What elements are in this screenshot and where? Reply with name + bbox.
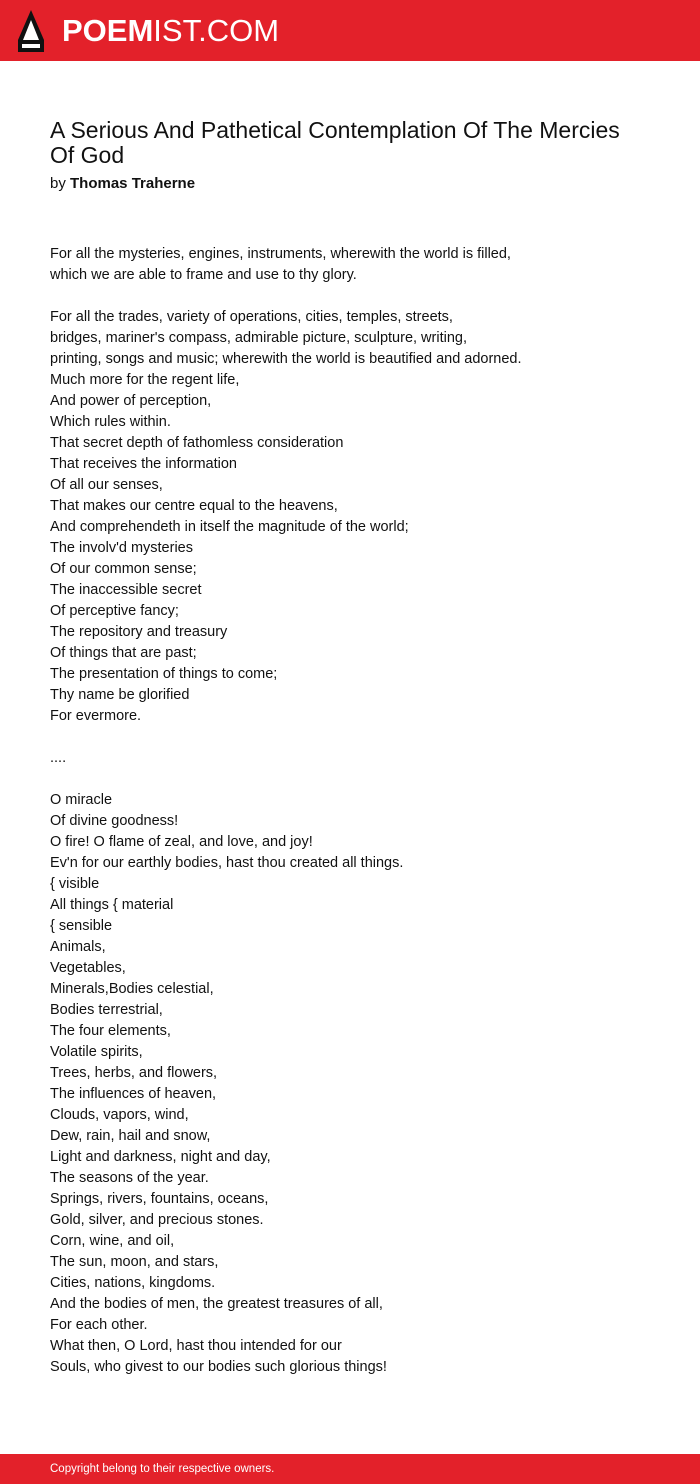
poem-line: Of our common sense; <box>50 561 197 577</box>
poem-line: What then, O Lord, hast thou intended for our <box>50 1338 342 1354</box>
site-logo-link[interactable] <box>62 13 279 49</box>
poem-line: The influences of heaven, <box>50 1086 217 1102</box>
poem-line: Souls, who givest to our bodies such glorious things! <box>50 1359 387 1375</box>
poem-line: Vegetables, <box>50 960 126 976</box>
poem-line: bridges, mariner's compass, admirable picture, sculpture, writing, <box>50 330 467 346</box>
poem-line: Of things that are past; <box>50 645 197 661</box>
poem-line: Bodies terrestrial, <box>50 1002 163 1018</box>
poem-line: That receives the information <box>50 456 237 472</box>
poem-line: Animals, <box>50 939 106 955</box>
poem-line: Much more for the regent life, <box>50 372 240 388</box>
poem-title: A Serious And Pathetical Contemplation Of The Mercies Of God <box>50 117 620 168</box>
poem-line: All things { material <box>50 897 174 913</box>
poem-line: The sun, moon, and stars, <box>50 1254 219 1270</box>
poem-line: For all the mysteries, engines, instruments, wherewith the world is filled, <box>50 246 511 262</box>
author-name: Thomas Traherne <box>70 175 196 192</box>
poem-line: The involv'd mysteries <box>50 540 193 556</box>
poem-line: The inaccessible secret <box>50 582 202 598</box>
poem-line: Corn, wine, and oil, <box>50 1233 175 1249</box>
poem-line: Trees, herbs, and flowers, <box>50 1065 218 1081</box>
poem-line: The presentation of things to come; <box>50 666 278 682</box>
poem-line: { visible <box>50 876 100 892</box>
poem-line: Ev'n for our earthly bodies, hast thou created all things. <box>50 855 404 871</box>
pencil-tip-icon[interactable] <box>18 10 44 52</box>
poem-line: Of all our senses, <box>50 477 163 493</box>
poem-line: And the bodies of men, the greatest treasures of all, <box>50 1296 383 1312</box>
poem-line: Volatile spirits, <box>50 1044 143 1060</box>
poem-line: Clouds, vapors, wind, <box>50 1107 189 1123</box>
brand-light-text: IST.COM <box>153 13 280 48</box>
poem-line: The four elements, <box>50 1023 171 1039</box>
poem-line: The repository and treasury <box>50 624 228 640</box>
poem-line: That makes our centre equal to the heavens, <box>50 498 338 514</box>
copyright-text: Copyright belong to their respective owners. <box>50 1463 275 1475</box>
poem-line: For all the trades, variety of operations, cities, temples, streets, <box>50 309 453 325</box>
poem-line: Springs, rivers, fountains, oceans, <box>50 1191 269 1207</box>
poem-line <box>50 769 670 790</box>
poem-line: { sensible <box>50 918 113 934</box>
poem-line: For evermore. <box>50 708 142 724</box>
poem-line: The seasons of the year. <box>50 1170 209 1186</box>
poem-line: .... <box>50 750 67 766</box>
poem-line: O fire! O flame of zeal, and love, and joy! <box>50 834 313 850</box>
poem-line: which we are able to frame and use to thy glory. <box>50 267 357 283</box>
poem-line: Minerals,Bodies celestial, <box>50 981 214 997</box>
site-footer <box>0 1454 700 1484</box>
poem-line <box>50 727 670 748</box>
poem-line: Gold, silver, and precious stones. <box>50 1212 264 1228</box>
poem-line: Of divine goodness! <box>50 813 179 829</box>
site-header <box>0 0 700 61</box>
poem-line: Of perceptive fancy; <box>50 603 179 619</box>
poem-line: That secret depth of fathomless consideration <box>50 435 344 451</box>
poem-line: Dew, rain, hail and snow, <box>50 1128 211 1144</box>
poem-line: Thy name be glorified <box>50 687 190 703</box>
byline <box>50 173 195 195</box>
poem-line: O miracle <box>50 792 113 808</box>
poem-line: And comprehendeth in itself the magnitude of the world; <box>50 519 409 535</box>
poem-line: Cities, nations, kingdoms. <box>50 1275 216 1291</box>
brand-bold-text: POEM <box>62 13 154 48</box>
poem-line: For each other. <box>50 1317 148 1333</box>
poem-line: Light and darkness, night and day, <box>50 1149 271 1165</box>
poem-line: printing, songs and music; wherewith the world is beautified and adorned. <box>50 351 522 367</box>
poem-body <box>50 244 670 1378</box>
by-label: by <box>50 175 66 192</box>
poem-line <box>50 286 670 307</box>
poem-line: Which rules within. <box>50 414 171 430</box>
poem-line: And power of perception, <box>50 393 212 409</box>
